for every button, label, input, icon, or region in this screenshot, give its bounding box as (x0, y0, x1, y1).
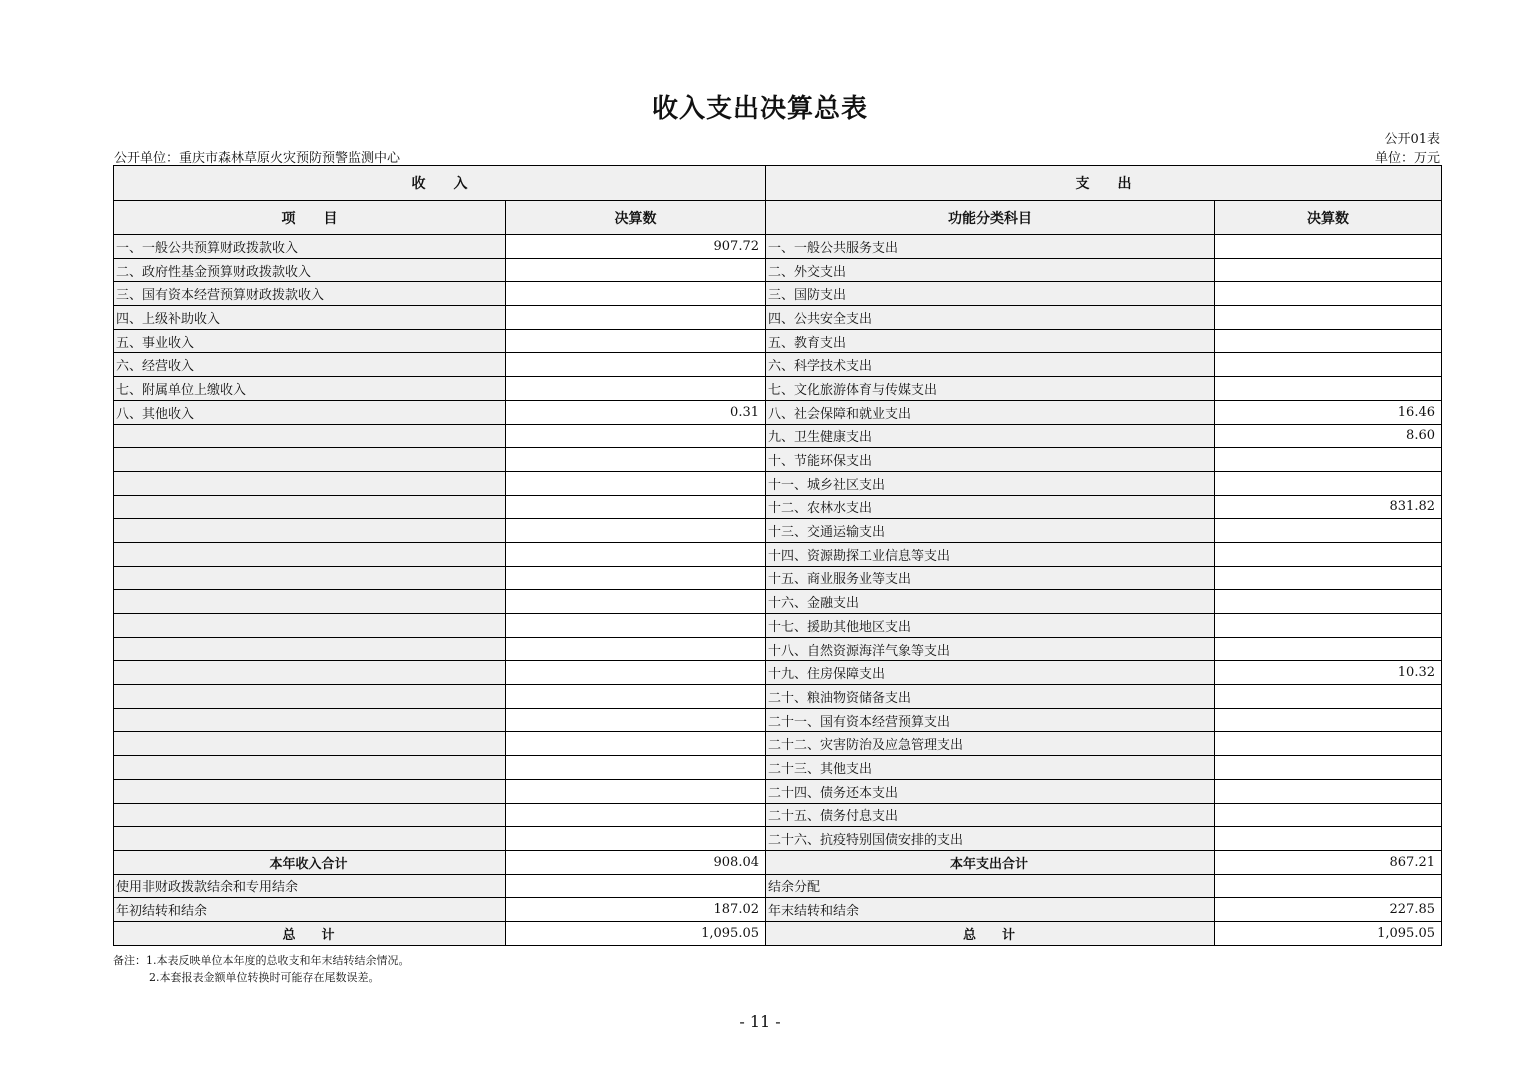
income-amount (506, 495, 766, 519)
expense-item: 二十四、债务还本支出 (766, 779, 1215, 803)
income-amount (506, 377, 766, 401)
expense-item: 十八、自然资源海洋气象等支出 (766, 637, 1215, 661)
income-item (114, 637, 506, 661)
income-amount (506, 803, 766, 827)
income-item (114, 519, 506, 543)
table-row (114, 377, 1442, 401)
expense-amount (1215, 708, 1442, 732)
income-amount (506, 424, 766, 448)
table-row (114, 258, 1442, 282)
unit-line (114, 147, 1440, 166)
expense-item: 十二、农林水支出 (766, 495, 1215, 519)
income-amount: 907.72 (506, 235, 766, 259)
expense-amount: 8.60 (1215, 424, 1442, 448)
income-item (114, 779, 506, 803)
expense-item: 八、社会保障和就业支出 (766, 400, 1215, 424)
expense-amount: 10.32 (1215, 661, 1442, 685)
summary-income-amount: 908.04 (506, 850, 766, 874)
expense-item: 一、一般公共服务支出 (766, 235, 1215, 259)
income-item (114, 566, 506, 590)
income-amount (506, 448, 766, 472)
expense-item: 十、节能环保支出 (766, 448, 1215, 472)
expense-item: 十一、城乡社区支出 (766, 471, 1215, 495)
summary-expense-label: 年末结转和结余 (766, 898, 1215, 922)
table-row (114, 661, 1442, 685)
summary-row (114, 898, 1442, 922)
income-amount (506, 519, 766, 543)
table-row (114, 708, 1442, 732)
table-row (114, 306, 1442, 330)
expense-amount-column-header: 决算数 (1215, 201, 1442, 235)
expense-amount (1215, 779, 1442, 803)
table-row (114, 756, 1442, 780)
income-item (114, 542, 506, 566)
table-row (114, 353, 1442, 377)
table-row (114, 282, 1442, 306)
income-item (114, 495, 506, 519)
summary-expense-label: 本年支出合计 (766, 850, 1215, 874)
table-row (114, 590, 1442, 614)
income-item (114, 827, 506, 851)
income-amount (506, 756, 766, 780)
expense-item: 二十六、抗疫特别国债安排的支出 (766, 827, 1215, 851)
expense-amount (1215, 377, 1442, 401)
table-row (114, 424, 1442, 448)
table-row (114, 235, 1442, 259)
income-item (114, 732, 506, 756)
expense-amount (1215, 235, 1442, 259)
expense-item: 十七、援助其他地区支出 (766, 614, 1215, 638)
income-item: 七、附属单位上缴收入 (114, 377, 506, 401)
income-amount-column-header: 决算数 (506, 201, 766, 235)
income-amount (506, 732, 766, 756)
expense-item: 七、文化旅游体育与传媒支出 (766, 377, 1215, 401)
expense-item: 九、卫生健康支出 (766, 424, 1215, 448)
summary-income-label: 使用非财政拨款结余和专用结余 (114, 874, 506, 898)
income-amount (506, 566, 766, 590)
income-amount (506, 353, 766, 377)
income-section-header: 收 入 (114, 166, 766, 201)
table-row (114, 779, 1442, 803)
summary-expense-amount: 1,095.05 (1215, 921, 1442, 945)
summary-income-amount: 1,095.05 (506, 921, 766, 945)
expense-item: 三、国防支出 (766, 282, 1215, 306)
income-expense-table (113, 165, 1442, 946)
summary-expense-amount (1215, 874, 1442, 898)
summary-income-amount: 187.02 (506, 898, 766, 922)
expense-amount (1215, 258, 1442, 282)
table-row (114, 637, 1442, 661)
income-item (114, 661, 506, 685)
table-row (114, 495, 1442, 519)
expense-item: 五、教育支出 (766, 329, 1215, 353)
summary-expense-label: 总 计 (766, 921, 1215, 945)
money-unit: 单位：万元 (1374, 151, 1440, 166)
expense-section-header: 支 出 (766, 166, 1442, 201)
note-1: 备注：1.本表反映单位本年度的总收支和年末结转结余情况。 (113, 954, 410, 967)
income-item: 四、上级补助收入 (114, 306, 506, 330)
summary-row (114, 921, 1442, 945)
expense-item: 二十一、国有资本经营预算支出 (766, 708, 1215, 732)
page-number: - 11 - (739, 1012, 781, 1031)
expense-amount (1215, 803, 1442, 827)
income-item: 一、一般公共预算财政拨款收入 (114, 235, 506, 259)
expense-amount (1215, 519, 1442, 543)
expense-amount (1215, 471, 1442, 495)
summary-expense-amount: 867.21 (1215, 850, 1442, 874)
income-item: 二、政府性基金预算财政拨款收入 (114, 258, 506, 282)
expense-amount (1215, 756, 1442, 780)
expense-item: 六、科学技术支出 (766, 353, 1215, 377)
table-row (114, 803, 1442, 827)
income-amount (506, 661, 766, 685)
expense-item: 十三、交通运输支出 (766, 519, 1215, 543)
income-amount (506, 708, 766, 732)
expense-amount (1215, 353, 1442, 377)
income-item: 六、经营收入 (114, 353, 506, 377)
table-row (114, 542, 1442, 566)
function-category-column-header: 功能分类科目 (766, 201, 1215, 235)
income-amount (506, 542, 766, 566)
reporting-unit: 公开单位：重庆市森林草原火灾预防预警监测中心 (114, 151, 401, 166)
expense-item: 二十五、债务付息支出 (766, 803, 1215, 827)
expense-item: 十六、金融支出 (766, 590, 1215, 614)
expense-amount (1215, 542, 1442, 566)
income-amount (506, 590, 766, 614)
income-amount: 0.31 (506, 400, 766, 424)
expense-item: 二十、粮油物资储备支出 (766, 685, 1215, 709)
income-amount (506, 614, 766, 638)
income-amount (506, 685, 766, 709)
notes (113, 952, 410, 986)
expense-item: 十五、商业服务业等支出 (766, 566, 1215, 590)
expense-amount (1215, 329, 1442, 353)
summary-row (114, 850, 1442, 874)
table-row (114, 519, 1442, 543)
section-header-row (114, 166, 1442, 201)
item-column-header: 项 目 (114, 201, 506, 235)
table-row (114, 448, 1442, 472)
expense-item: 二十三、其他支出 (766, 756, 1215, 780)
expense-item: 十九、住房保障支出 (766, 661, 1215, 685)
table-row (114, 685, 1442, 709)
income-item: 八、其他收入 (114, 400, 506, 424)
income-item (114, 685, 506, 709)
expense-item: 二、外交支出 (766, 258, 1215, 282)
income-item: 三、国有资本经营预算财政拨款收入 (114, 282, 506, 306)
income-amount (506, 637, 766, 661)
summary-expense-amount: 227.85 (1215, 898, 1442, 922)
expense-amount (1215, 732, 1442, 756)
expense-amount (1215, 448, 1442, 472)
expense-item: 二十二、灾害防治及应急管理支出 (766, 732, 1215, 756)
note-2: 2.本套报表金额单位转换时可能存在尾数误差。 (149, 971, 380, 984)
expense-amount (1215, 282, 1442, 306)
income-item (114, 614, 506, 638)
income-amount (506, 471, 766, 495)
income-amount (506, 306, 766, 330)
income-item: 五、事业收入 (114, 329, 506, 353)
income-amount (506, 779, 766, 803)
expense-amount (1215, 306, 1442, 330)
income-amount (506, 329, 766, 353)
income-item (114, 756, 506, 780)
table-row (114, 566, 1442, 590)
summary-income-label: 总 计 (114, 921, 506, 945)
expense-amount (1215, 827, 1442, 851)
table-row (114, 827, 1442, 851)
expense-amount: 16.46 (1215, 400, 1442, 424)
expense-item: 十四、资源勘探工业信息等支出 (766, 542, 1215, 566)
expense-item: 四、公共安全支出 (766, 306, 1215, 330)
table-row (114, 329, 1442, 353)
income-item (114, 471, 506, 495)
summary-income-amount (506, 874, 766, 898)
income-item (114, 448, 506, 472)
income-amount (506, 827, 766, 851)
page-title: 收入支出决算总表 (651, 94, 868, 124)
expense-amount: 831.82 (1215, 495, 1442, 519)
table-row (114, 614, 1442, 638)
column-header-row (114, 201, 1442, 235)
income-amount (506, 282, 766, 306)
expense-amount (1215, 590, 1442, 614)
summary-income-label: 本年收入合计 (114, 850, 506, 874)
income-item (114, 803, 506, 827)
expense-amount (1215, 637, 1442, 661)
summary-income-label: 年初结转和结余 (114, 898, 506, 922)
table-row (114, 471, 1442, 495)
expense-amount (1215, 614, 1442, 638)
form-number: 公开01表 (1384, 132, 1440, 147)
summary-row (114, 874, 1442, 898)
expense-amount (1215, 685, 1442, 709)
summary-expense-label: 结余分配 (766, 874, 1215, 898)
income-amount (506, 258, 766, 282)
income-item (114, 424, 506, 448)
expense-amount (1215, 566, 1442, 590)
income-item (114, 590, 506, 614)
table-row (114, 400, 1442, 424)
income-item (114, 708, 506, 732)
table-row (114, 732, 1442, 756)
